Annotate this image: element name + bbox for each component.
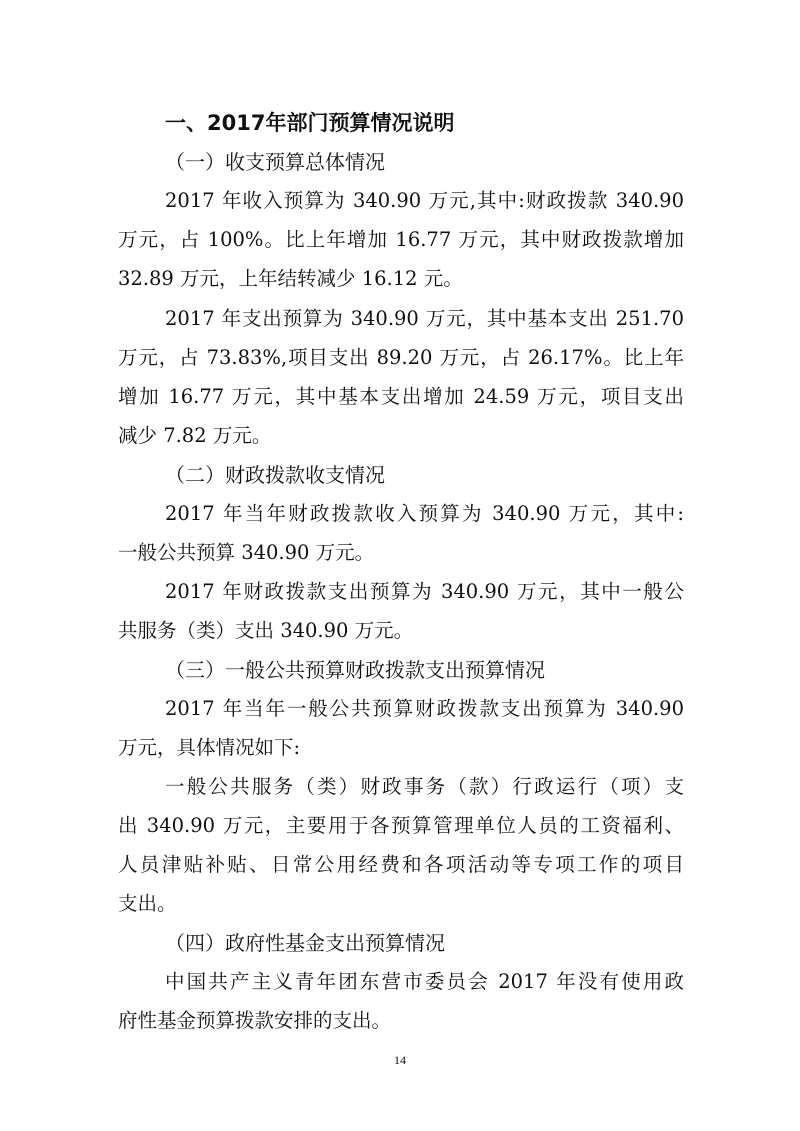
paragraph-line: 万元，占 100%。比上年增加 16.77 万元，其中财政拨款增加 (118, 228, 684, 251)
paragraph-line: 府性基金预算拨款安排的支出。 (118, 1009, 392, 1032)
paragraph-line: 出 340.90 万元，主要用于各预算管理单位人员的工资福利、 (118, 814, 684, 837)
paragraph-line: 2017 年当年一般公共预算财政拨款支出预算为 340.90 (165, 697, 684, 720)
paragraph-line: 2017 年当年财政拨款收入预算为 340.90 万元，其中: (165, 502, 684, 525)
page-number: 14 (394, 1053, 406, 1067)
paragraph-line: 人员津贴补贴、日常公用经费和各项活动等专项工作的项目 (118, 853, 684, 876)
paragraph-line: 万元，占 73.83%,项目支出 89.20 万元，占 26.17%。比上年 (118, 346, 684, 369)
paragraph-line: 共服务（类）支出 340.90 万元。 (118, 619, 414, 642)
paragraph-line: 2017 年财政拨款支出预算为 340.90 万元，其中一般公 (165, 580, 684, 603)
section-heading: 一、2017年部门预算情况说明 (165, 111, 455, 135)
paragraph-line: 减少 7.82 万元。 (118, 424, 272, 447)
paragraph-line: 增加 16.77 万元，其中基本支出增加 24.59 万元，项目支出 (118, 385, 684, 408)
subsection-title-4: （四）政府性基金支出预算情况 (165, 931, 445, 955)
paragraph-line: 2017 年支出预算为 340.90 万元，其中基本支出 251.70 (165, 307, 684, 330)
subsection-title-1: （一）收支预算总体情况 (165, 150, 385, 174)
paragraph-line: 一般公共预算 340.90 万元。 (118, 541, 375, 564)
subsection-title-3: （三）一般公共预算财政拨款支出预算情况 (165, 658, 545, 682)
paragraph-line: 2017 年收入预算为 340.90 万元,其中:财政拨款 340.90 (165, 189, 684, 212)
paragraph-line: 万元，具体情况如下: (118, 736, 301, 759)
subsection-title-2: （二）财政拨款收支情况 (165, 463, 385, 487)
paragraph-line: 支出。 (118, 892, 177, 915)
paragraph-line: 32.89 万元，上年结转减少 16.12 元。 (118, 267, 463, 290)
paragraph-line: 一般公共服务（类）财政事务（款）行政运行（项）支 (165, 775, 684, 798)
paragraph-line: 中国共产主义青年团东营市委员会 2017 年没有使用政 (165, 970, 684, 993)
